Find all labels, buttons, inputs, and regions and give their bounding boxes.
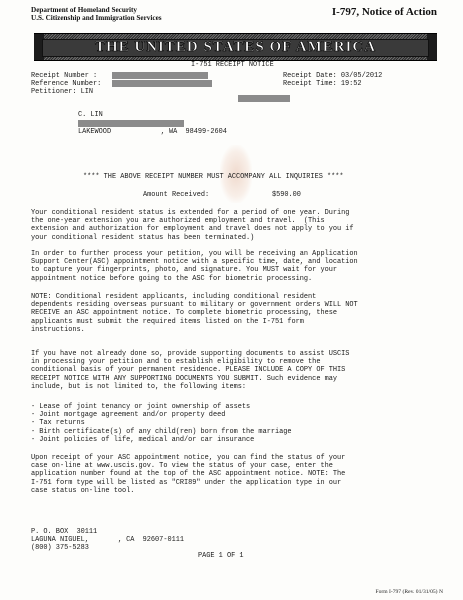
- paragraph-supporting-documents: If you have not already done so, provide supporting documents to assist USCIS in processing your petition and to establish eligibility to remove the conditional basis of your permanent residence. PLEASE INCLUDE A COPY OF THIS RECEIPT NOTICE WITH ANY SUPPORTING DOCUMENTS YOU SUBMIT. Such evidence may include, but is not limited to, the following items:: [31, 350, 350, 391]
- dept-line-2: U.S. Citizenship and Immigration Services: [31, 14, 162, 22]
- notice-title: I-751 RECEIPT NOTICE: [191, 61, 274, 69]
- list-item: - Joint policies of life, medical and/or car insurance: [31, 435, 255, 444]
- return-address-phone: (800) 375-5283: [31, 544, 89, 552]
- receipt-date: Receipt Date: 03/05/2012: [283, 72, 383, 80]
- receipt-time: Receipt Time: 19:52: [283, 80, 362, 88]
- redacted-petitioner-name: [238, 95, 290, 102]
- redacted-receipt-number: [112, 72, 208, 79]
- redacted-street-address: [78, 120, 184, 127]
- list-item: - Birth certificate(s) of any child(ren) born from the marriage: [31, 427, 292, 436]
- return-address-line-2: LAGUNA NIGUEL, , CA 92607-0111: [31, 536, 184, 544]
- inquiry-notice: **** THE ABOVE RECEIPT NUMBER MUST ACCOMPANY ALL INQUIRIES ****: [83, 173, 344, 181]
- addressee-name: C. LIN: [78, 111, 103, 119]
- amount-label: Amount Received:: [143, 191, 210, 199]
- list-item: - Joint mortgage agreement and/or property deed: [31, 411, 226, 420]
- addressee-city: LAKEWOOD , WA 98499-2604: [78, 128, 227, 136]
- list-item: - Lease of joint tenancy or joint ownership of assets: [31, 403, 251, 411]
- form-title: I-797, Notice of Action: [331, 6, 437, 18]
- receipt-number-label: Receipt Number :: [31, 72, 98, 80]
- return-address-line-1: P. O. BOX 30111: [31, 528, 98, 536]
- paragraph-overseas-note: NOTE: Conditional resident applicants, including conditional resident dependents residing overseas pursuant to military or government orders WILL NOT RECEIVE an ASC appointment notice. To complete biometric processing, these applicants must submit the required items listed on the I-751 form instructions.: [31, 293, 358, 334]
- reference-number-label: Reference Number:: [31, 80, 102, 88]
- paragraph-extension: Your conditional resident status is extended for a period of one year. During the one-year extension you are authorized employment and travel. (This extension and authorization for employment and travel does not apply to you if your conditional resident status has been terminated.): [31, 209, 354, 242]
- form-revision-footer: Form I-797 (Rev. 01/31/05) N: [375, 589, 443, 595]
- banner-text: THE UNITED STATES OF AMERICA: [94, 39, 377, 55]
- paragraph-case-status: Upon receipt of your ASC appointment notice, you can find the status of your case on-line at www.uscis.gov. To view the status of your case, enter the application number found at the top of the ASC appointment notice. NOTE: The I-751 form type will be listed as "CRI89" under the application type in our case status on-line tool.: [31, 454, 346, 495]
- dept-line-1: Department of Homeland Security: [31, 6, 137, 14]
- evidence-list: [31, 403, 292, 444]
- amount-value: $590.00: [272, 191, 301, 199]
- paragraph-asc-appointment: In order to further process your petition, you will be receiving an Application Support Center(ASC) appointment notice with a specific time, date, and location to capture your fingerprints, photo, and signature. You MUST wait for your appointment notice before going to the ASC for biometric processing.: [31, 250, 358, 283]
- agency-header: [31, 6, 162, 22]
- redacted-reference-number: [112, 80, 212, 87]
- usa-banner: [34, 33, 437, 61]
- list-item: - Tax returns: [31, 419, 85, 428]
- page-number: PAGE 1 OF 1: [198, 552, 244, 560]
- petitioner-label: Petitioner: LIN: [31, 88, 94, 96]
